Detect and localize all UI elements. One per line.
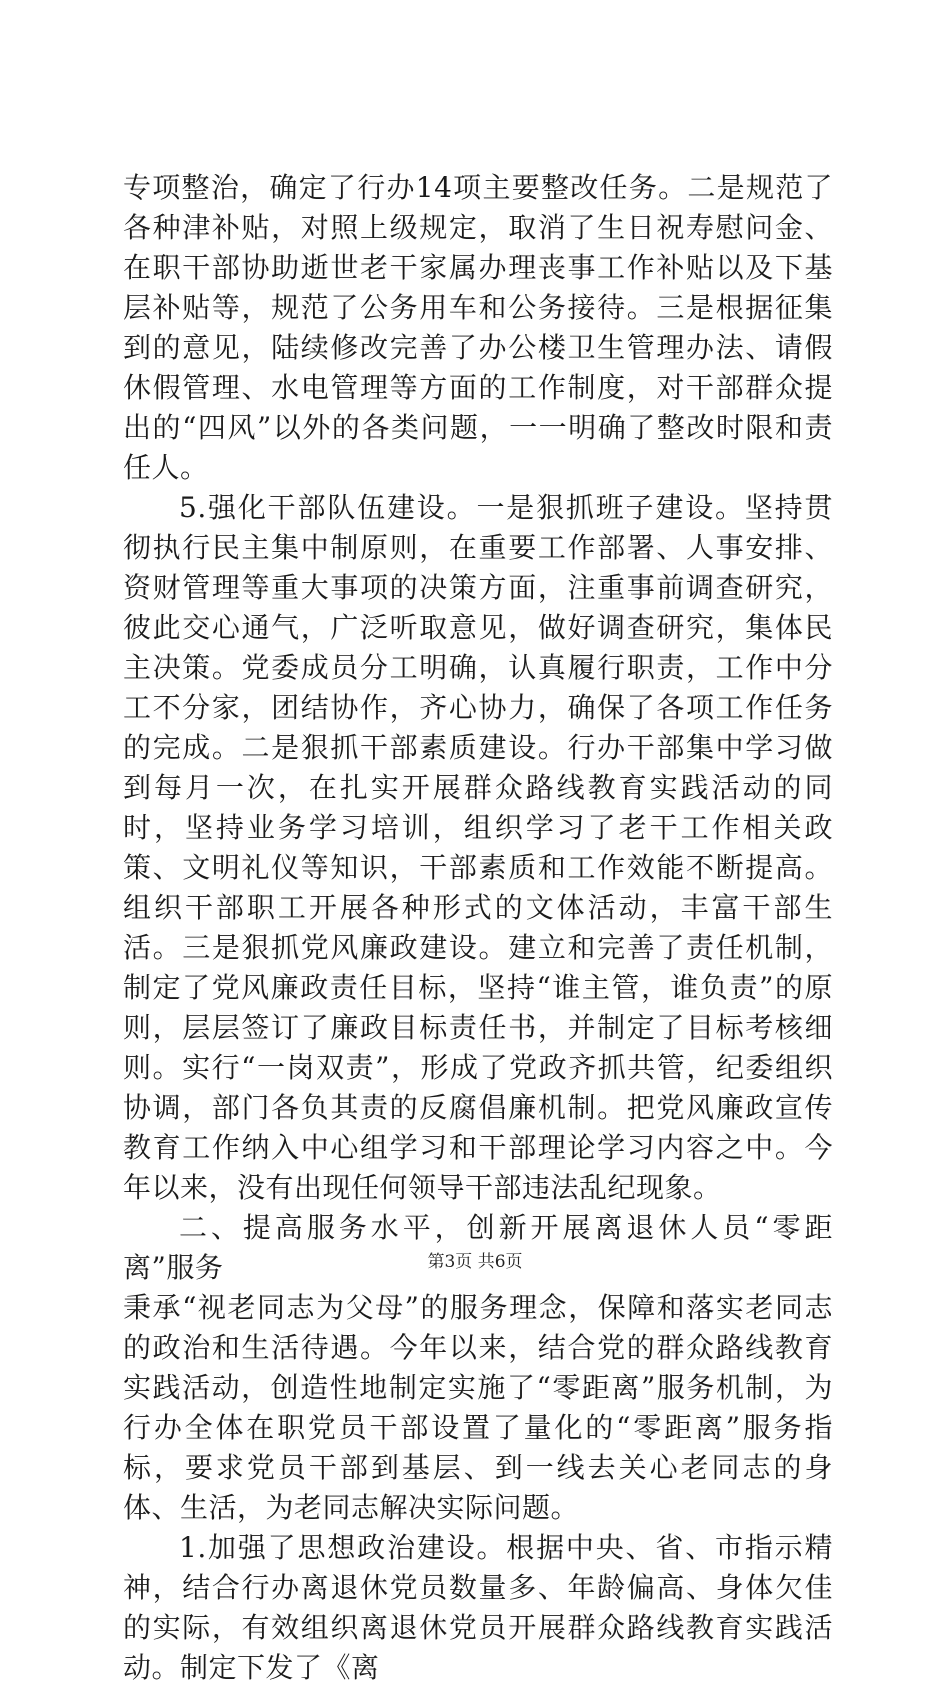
paragraph-2: 5.强化干部队伍建设。一是狠抓班子建设。坚持贯彻执行民主集中制原则，在重要工作部署、人事安排、资财管理等重大事项的决策方面，注重事前调查研究，彼此交心通气，广泛听取意见，做好调查研究，集体民主决策。党委成员分工明确，认真履行职责，工作中分工不分家，团结协作，齐心协力，确保了各项工作任务的完成。二是狠抓干部素质建设。行办干部集中学习做到每月一次，在扎实开展群众路线教育实践活动的同时，坚持业务学习培训，组织学习了老干工作相关政策、文明礼仪等知识，干部素质和工作效能不断提高。组织干部职工开展各种形式的文体活动，丰富干部生活。三是狠抓党风廉政建设。建立和完善了责任机制，制定了党风廉政责任目标，坚持“谁主管，谁负责”的原则，层层签订了廉政目标责任书，并制定了目标考核细则。实行“一岗双责”，形成了党政齐抓共管，纪委组织协调，部门各负其责的反腐倡廉机制。把党风廉政宣传教育工作纳入中心组学习和干部理论学习内容之中。今年以来，没有出现任何领导干部违法乱纪现象。: [123, 491, 833, 1204]
section-heading: 二、提高服务水平，创新开展离退休人员“零距离”服务: [123, 1211, 833, 1284]
page-number: 第3页 共6页: [427, 1252, 523, 1272]
paragraph-4: 1.加强了思想政治建设。根据中央、省、市指示精神，结合行办离退休党员数量多、年龄偏高、身体欠佳的实际，有效组织离退休党员开展群众路线教育实践活动。制定下发了《离: [123, 1531, 833, 1684]
paragraph-3: 秉承“视老同志为父母”的服务理念，保障和落实老同志的政治和生活待遇。今年以来，结合党的群众路线教育实践活动，创造性地制定实施了“零距离”服务机制，为行办全体在职党员干部设置了量化的“零距离”服务指标，要求党员干部到基层、到一线去关心老同志的身体、生活，为老同志解决实际问题。: [123, 1291, 833, 1524]
document-body: [123, 168, 833, 1688]
paragraph-1: 专项整治，确定了行办14项主要整改任务。二是规范了各种津补贴，对照上级规定，取消了生日祝寿慰问金、在职干部协助逝世老干家属办理丧事工作补贴以及下基层补贴等，规范了公务用车和公务接待。三是根据征集到的意见，陆续修改完善了办公楼卫生管理办法、请假休假管理、水电管理等方面的工作制度，对干部群众提出的“四风”以外的各类问题，一一明确了整改时限和责任人。: [123, 171, 833, 484]
